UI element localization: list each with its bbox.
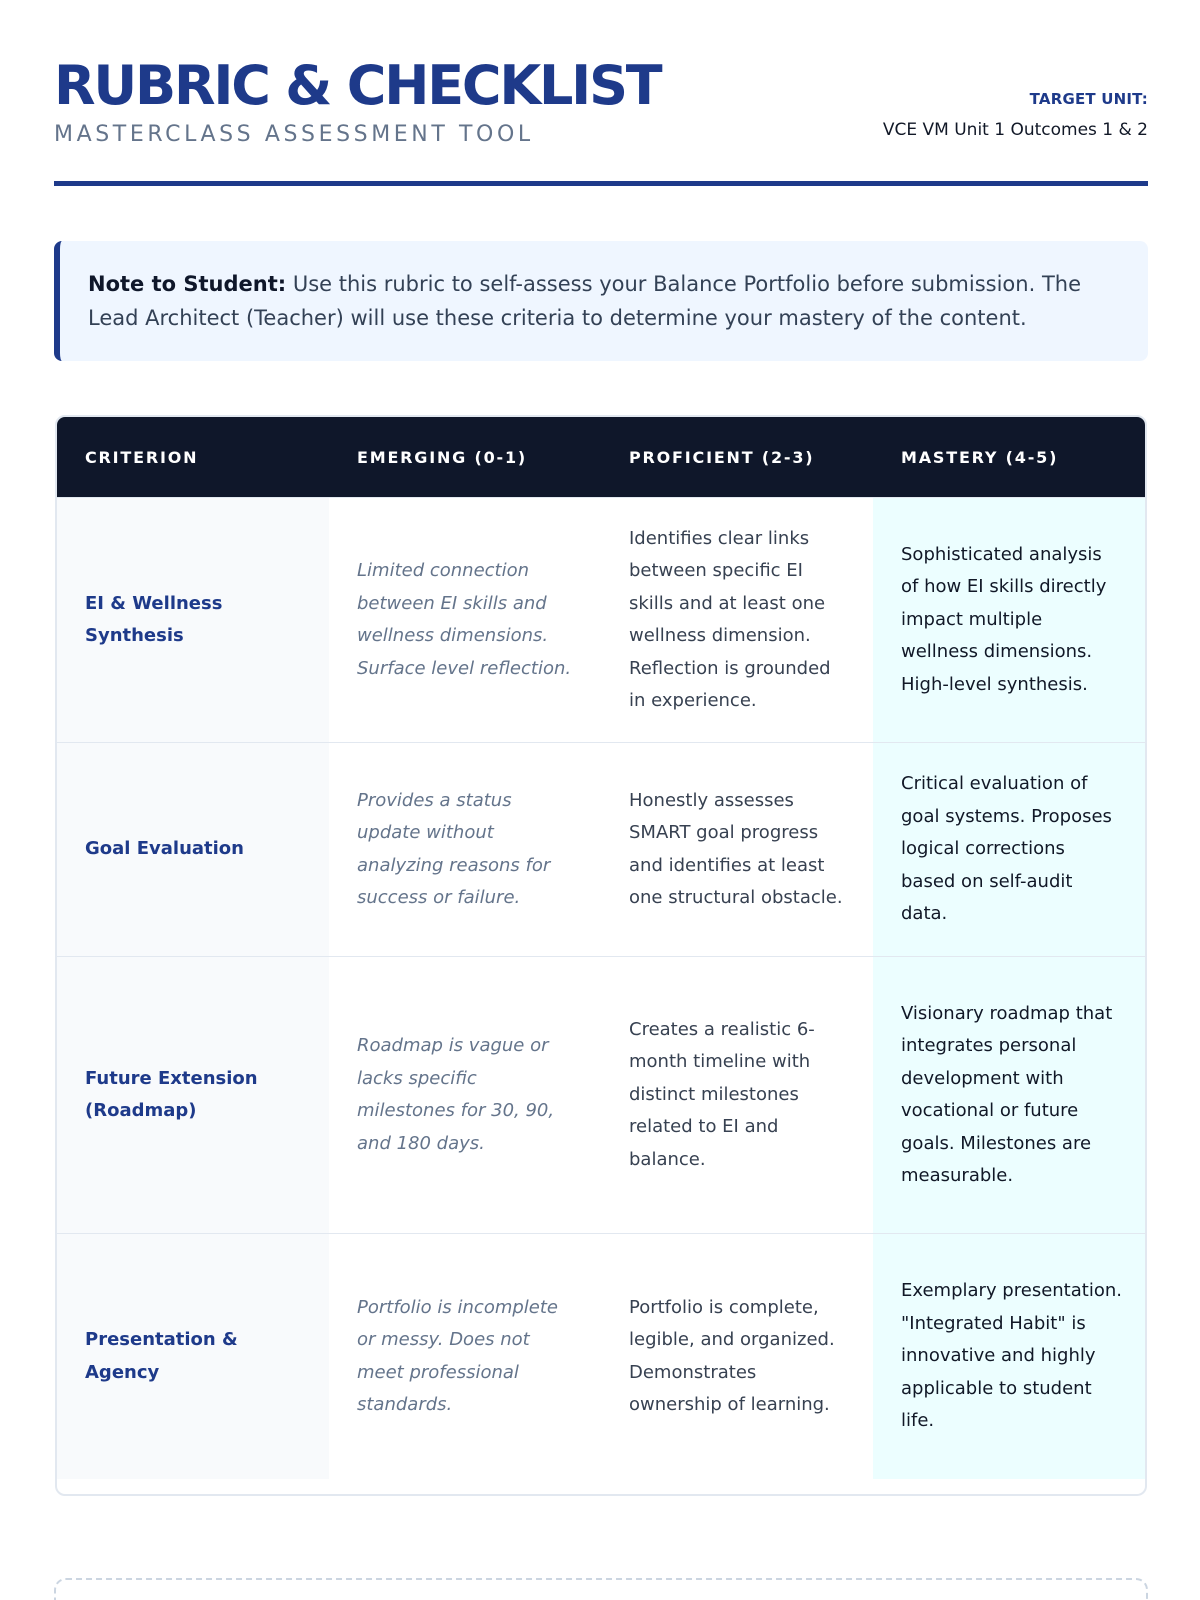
student-note-text	[88, 267, 1124, 335]
emerging-cell: Portfolio is incomplete or messy. Does not meet professional standards.	[329, 1234, 601, 1479]
checklist-box	[54, 1578, 1148, 1600]
mastery-cell: Exemplary presentation. "Integrated Habit" is innovative and highly applicable to student life.	[873, 1234, 1145, 1479]
page-title: RUBRIC & CHECKLIST	[54, 54, 661, 117]
emerging-cell: Roadmap is vague or lacks specific milestones for 30, 90, and 180 days.	[329, 957, 601, 1233]
table-row	[57, 956, 1145, 1233]
header-divider	[54, 181, 1148, 186]
proficient-cell: Creates a realistic 6-month timeline with distinct milestones related to EI and balance.	[601, 957, 873, 1233]
rubric-header-row	[57, 417, 1145, 497]
mastery-cell: Critical evaluation of goal systems. Proposes logical corrections based on self-audit data.	[873, 743, 1145, 956]
emerging-cell: Provides a status update without analyzing reasons for success or failure.	[329, 743, 601, 956]
page-subtitle: MASTERCLASS ASSESSMENT TOOL	[54, 122, 534, 147]
criterion-cell: Future Extension (Roadmap)	[57, 957, 329, 1233]
mastery-cell: Visionary roadmap that integrates personal development with vocational or future goals. Milestones are measurable.	[873, 957, 1145, 1233]
column-header-mastery: MASTERY (4-5)	[901, 447, 1059, 467]
table-row	[57, 1233, 1145, 1479]
target-unit	[883, 90, 1148, 140]
student-note-body: Use this rubric to self-assess your Balance Portfolio before submission. The Lead Architect (Teacher) will use these criteria to determine your mastery of the content.	[88, 272, 1081, 330]
column-header-criterion: CRITERION	[85, 447, 199, 467]
student-note-label: Note to Student:	[88, 272, 287, 296]
column-header-emerging: EMERGING (0-1)	[357, 447, 528, 467]
mastery-cell: Sophisticated analysis of how EI skills directly impact multiple wellness dimensions. High-level synthesis.	[873, 498, 1145, 742]
criterion-cell: Goal Evaluation	[57, 743, 329, 956]
rubric-table	[55, 415, 1147, 1496]
emerging-cell: Limited connection between EI skills and wellness dimensions. Surface level reflection.	[329, 498, 601, 742]
target-unit-label: TARGET UNIT:	[1029, 90, 1148, 108]
student-note	[54, 241, 1148, 361]
target-unit-value: VCE VM Unit 1 Outcomes 1 & 2	[882, 120, 1148, 140]
proficient-cell: Identifies clear links between specific EI skills and at least one wellness dimension. Reflection is grounded in experience.	[601, 498, 873, 742]
proficient-cell: Honestly assesses SMART goal progress and identifies at least one structural obstacle.	[601, 743, 873, 956]
proficient-cell: Portfolio is complete, legible, and organized. Demonstrates ownership of learning.	[601, 1234, 873, 1479]
table-row	[57, 497, 1145, 742]
column-header-proficient: PROFICIENT (2-3)	[629, 447, 815, 467]
table-row	[57, 742, 1145, 956]
criterion-cell: Presentation & Agency	[57, 1234, 329, 1479]
page-header	[54, 56, 1148, 186]
criterion-cell: EI & Wellness Synthesis	[57, 498, 329, 742]
